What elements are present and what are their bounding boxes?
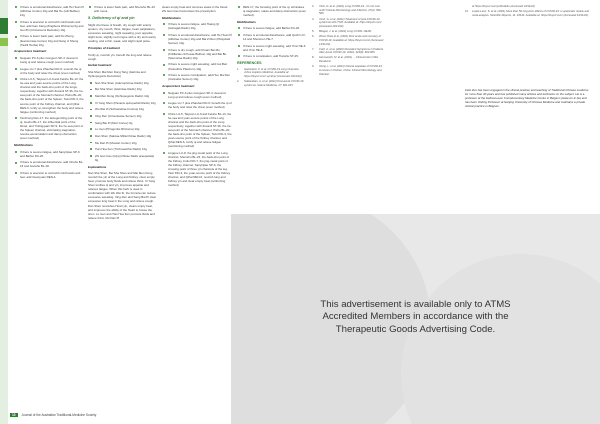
section-tab-marker (0, 18, 8, 34)
acupuncture-item: Liegue LU-7 plus Zhaohai KID-6: benefit the qi of the body and relax the chest (even method) (162, 101, 232, 109)
modification-item: If there is dry cough, add Chuan Bei Mu (Fritillariae cirrhosae Bulbus) 10g and Bai Bu (Stemonae Radix) 10g. (162, 48, 232, 60)
acupuncture-item: Neiguan PC-6 plus Gongsun SP-4: descend Lung qi and relieve cough (even method) (162, 91, 232, 99)
acupuncture-heading: Acupuncture treatment (162, 83, 195, 88)
modifications-heading: Modifications (14, 143, 33, 148)
reference-number: 8. (312, 56, 315, 60)
ad-notice (231, 299, 600, 336)
references-heading: REFERENCES (237, 61, 262, 66)
column-3 (162, 5, 232, 190)
column-4 (237, 5, 307, 89)
modification-item: If there is aversion to cold with cold hands and feet, add Guanyuan REN-4. (14, 171, 84, 179)
herb-item: Wu Wei Zi (Schisandrae Fructus) 10g (88, 107, 158, 111)
reference-number: 9. (312, 65, 315, 69)
bullet-item: If there is aversion to cold with cold hands and feet, add Gan Jiang (Zingiberis Rhizoma) 6g and Gui Zhi (Cinnamomi Ramulus) 10g (14, 20, 84, 32)
reference-number: 5. (312, 30, 315, 33)
section-heading: 5. Deficiency of qi and yin (88, 15, 135, 20)
modification-item: If there is emotional disturbance, add Xinshu BL-15 and Ganshu BL-18. (14, 160, 84, 168)
principles-text: Tonify qi, nourish yin, benefit the lung and relieve cough. (88, 52, 152, 61)
bullet-item: REN-17, the focusing point of the qi, eliminates qi stagnation, stasis and damp obstruction (even method). (237, 5, 307, 17)
acupuncture-heading: Acupuncture treatment (14, 49, 47, 54)
reference-number: 1. (237, 67, 240, 71)
modification-item: If there is severe fatigue, add Baihui DU-20. (237, 26, 307, 30)
reference-item (312, 35, 384, 46)
reference-text: Lopez-Leon, S. et al. (2021) More than 50 long-term effects of COVID-19: a systematic review and meta-analysis. Scientific Reports, 11: 16144. Available at: https://tinyurl.com/ (Accessed 13/11/22). (472, 10, 589, 17)
reference-number: 2. (237, 80, 240, 84)
acupuncture-item: Chize LU-5, Taiyuan LU-9 and Feishu BL-13, the he-sea and yuan-source points of the Lung channel and the back-shu point of the Lung respectively, together with Zusanli ST-36, the he-sea point of the Stomach channel, Pishu BL-20, the back-shu point of the Spleen, Taixi KID-3, the yuan-source point of the Kidney channel, and Qihai REN-6, tonify qi and relieve fatigue (reinforcing method) (162, 112, 232, 148)
column-1 (14, 5, 84, 182)
reference-item (312, 48, 384, 55)
reference-number: 3. (312, 5, 315, 8)
modification-item: If there is constipation, add Tianshu ST-25. (237, 54, 307, 58)
journal-name: Journal of the Australian Traditional-Medicine Society (21, 413, 97, 417)
reference-number: 7. (312, 47, 315, 51)
herb-item: Mai Men Dong (Ophiopogonis Radix) 10g (88, 94, 158, 98)
explanations-heading: Explanations (88, 164, 107, 169)
modifications-heading: Modifications (237, 19, 256, 24)
herb-item: Xing Ren (Armeniacae Semen) 10g (88, 114, 158, 118)
acupuncture-item: Liegue LU-7 plus Zhaohai KID-6: smooth the qi of the body and relax the chest (even method) (14, 67, 84, 75)
ad-background-shape (401, 254, 600, 424)
modification-item: If there is severe fatigue, add Huang Qi (Astragali Radix) 10g. (162, 22, 232, 30)
ad-line-2: Accredited Members in accordance with the (322, 311, 509, 323)
modification-item: If there is emotional disturbance, add Quchi LIV-14 and Shenmen HE-7. (237, 33, 307, 41)
herb-item: Bei Sha Shen (Glehniae Radix) 10g (88, 87, 158, 91)
reference-number: 6. (312, 35, 315, 39)
herb-item: Sang Bai Pi (Mori Cortex) 9g (88, 121, 158, 125)
reference-text: Yelin, D. et al. (2021) Long COVID-19 - it's not over until? Clinical Microbiology and Infection, 27(4): 506-508. (319, 5, 382, 16)
ad-line-1: This advertisement is available only to ATMS (320, 299, 511, 310)
reference-item (312, 65, 384, 76)
bullet-item: If there is lower back pain, add Du Zhong (Eucommiae Cortex) 10g and Sang Ji Sheng (Taxilli Herba) 10g (14, 34, 84, 46)
reference-number: 10. (465, 10, 469, 14)
page-footer (10, 413, 96, 417)
reference-item (312, 18, 384, 29)
bullet-item: If there is lower back pain, add Shenshu BL-23 with moxa. (88, 5, 158, 13)
column-6 (465, 5, 589, 19)
reference-text: Galvanizer, F. et al. COVID-19 Long Overview. Johns Hopkins Medicine, Available at: https://tinyurl.com/ symthyx (Accessed 13/11/22). (244, 67, 303, 79)
reference-item (312, 56, 384, 63)
reference-item (465, 10, 589, 17)
bullet-item: If there is emotional disturbance, add He Huan Pi (Albiziae Cortex) 10g and Bai He (Lilii Bulbus) 10g (14, 5, 84, 17)
acupuncture-item: Chize LU-5, Taiyuan LU-9 and Feishu BL-13: the he-sea and yuan-source points of the Lung channel and the back-shu point of the lungs, respectively, together with Zusanli ST-36, the he-sea point of the Stomach channel, Pishu BL-20, the back-shu point of the Spleen, Taixi KID-3, the source point of the Kidney channel, and Qihai REN-6, tonify qi, strengthen the body and relieve fatigue (reinforcing method) (14, 77, 84, 113)
ad-line-3: Therapeutic Goods Advertising Code. (335, 323, 496, 335)
herbal-heading: Herbal treatment (88, 63, 112, 68)
acupuncture-item: Neiguan PC-6 plus Gongsun SP-4: descend Liang qi and relieve cough (even method) (14, 56, 84, 64)
herb-item: Mu Dan Pi (Moutan Cortex) 10g (88, 141, 158, 145)
reference-text: Yeoh, G. et al. (2021) Treatment of post-COVID-19 syndrome with TCM. Available at: https://tinyurl.com/ (Accessed 13/11/22). (319, 17, 382, 28)
reference-item (312, 5, 384, 16)
reference-item (465, 5, 589, 9)
acupuncture-item: Lingque LU-8, the jing-metal point of the Lung channel, Shenshu BL-23, the back-shu point of the Kidney, Fuliu KID-7, the jing-metal point of the Kidney channel, Sanyinjiao SP-6, the crossing point of three yin channels of the leg, Taixi KID-3, the yuan-source point of the Kidney channel, and Qihai REN-6, nourish lung and Kidney yin and clear empty heat (reinforcing method) (162, 151, 232, 187)
column-5 (312, 5, 384, 78)
principles-heading: Principles of treatment (88, 46, 120, 51)
reference-text: Hemsworth, M. et al. (2021) ... Clinical trial in Mid-Pandemic. (319, 56, 379, 64)
section-text: Slight shortness of breath, dry cough with scanty sputum, dry mouth, thirst, fatigue, heart palpitations, excessive sweating, night sweating, poor appetite, slight fever, slightly red tongue with a dry and scanty coating, and a thin, weak, and slight rapid pulse. (88, 23, 156, 44)
acupuncture-item: Tanzhong Ren-17: the lactogenizing point of the qi, Geshu BL-17, the influential point of the blood, and Yinlingquan SP-9, the he-sea point of the Spleen channel, eliminating stagnation, resolve accumulation and damp obstruction (even method) (14, 116, 84, 140)
modifications-heading: Modifications (162, 15, 181, 20)
herb-item: Lu Gen (Phragmitis Rhizoma) 10g (88, 127, 158, 131)
reference-text: at https://tinyurl.com/yc4bx3e4s (Accessed 13/11/22) (472, 5, 535, 8)
herb-item: Tian Hua Fen (Trichosanthis Radix) 10g (88, 147, 158, 151)
reference-item (237, 80, 307, 87)
modification-item: If there is severe constipation, add Huo Ma Ren (Cannabis Semen) 10g. (162, 73, 232, 81)
herb-item: Zhi Gan Cao (Glycyrrhizae Radix praeparata) 9g (88, 154, 158, 162)
reference-text: Nalbandian, A. et al. (2021) Post-acute COVID-19 syndrome. Nature Medicine, 27: 601-615. (244, 80, 304, 87)
continued-text: clears empty heat and removes stasis in the blood. Zhi Gan Cao harmonises the prescription. (162, 5, 229, 14)
herb-item: Xi Yang Shen (Panacis quinquefolii Radix) 10g (88, 101, 158, 105)
reference-number: 4. (312, 17, 315, 21)
modification-item: If there is severe night sweating, add Gui Ban (Testudinis Plastrum) 10g. (162, 62, 232, 70)
section-tab-accent (0, 38, 8, 46)
column-2 (88, 5, 158, 222)
reference-item (312, 30, 384, 34)
modification-item: If there is emotional disturbance, add He Huan Pi (Albiziae Cortex) 10g and Bai Zi Ren (Platycladi Semen) 10g. (162, 33, 232, 45)
herb-item: Dan Shen (Salviae Miltiorrhizae Radix) 10g (88, 134, 158, 138)
author-bio: Felix Zuo has been engaged in the clinical practice and teaching of Traditional Chinese medicine for more than 40 years and has published many articles and textbooks on the subject. He is a professor at the Hellman-ever Complementary Medicine Centre in Belgium (www.cm-lc.be) and has been Visiting Professor at Nanjing University of Chinese Medicine and maintains a private clinical practice in Belgium. (465, 88, 589, 108)
modification-item: If there is severe night sweating, add Yinxi HE-6 and Yinxi HE-6. (237, 44, 307, 52)
reference-item (237, 68, 307, 79)
herbal-formula: Sha Shen Mai Men Dong Tang (Glehnia and Ophiopogonis Decoction) (88, 70, 146, 79)
reference-text: Bhagat, J. et al. (2022) Long COVID. NEJM. (319, 30, 372, 33)
reference-text: Wose Chee et al. (2021) Post acute and recovery of COVID-19. Available at: https://tinyurl.com/ (Accessed 13/11/22). (319, 35, 384, 46)
explanations-text: Nan Sha Shen, Bei Sha Shen and Mai Men Dong nourish the yin of the Lung and Kidney, clear empty heat, promote body fluids and relieve thirst. Xi Yang Shen tonifies qi and yin, improves appetite and relieves fatigue. When this herb is used in combination with Wu Wei Zi, the formula can reduce excessive sweating. Xing Ren and Sang Bai Pi clear excessive lung heat in the Lung and relieve cough. Dan Shen nourishes Heart yin, clears empty heat, and improves the ability of the Heart to house the shen. Lu Gen and Tian Hua Fen promote fluids and relieve thirst. Mu Dan Pi (88, 171, 157, 220)
herb-item: Nan Sha Shen (Adenophorae Radix) 10g (88, 81, 158, 85)
reference-text: Xiong, L. et al. (2021) Clinical sequelae of COVID-19 survivors in Wuhan, China. Clinical Microbiology and Infection. (319, 65, 382, 76)
page-number: 10 (12, 413, 16, 417)
page-side-strip (0, 0, 8, 424)
reference-text: Carfi, A. et al. (2020) Persistent Symptoms in Patients After Acute COVID-19. JAMA, 324(6): 603-605. (319, 47, 384, 55)
modification-item: If there is severe fatigue, add Sanyinjiao SP-6 and Baihui DU-20. (14, 150, 84, 158)
advertisement-box (231, 214, 600, 424)
